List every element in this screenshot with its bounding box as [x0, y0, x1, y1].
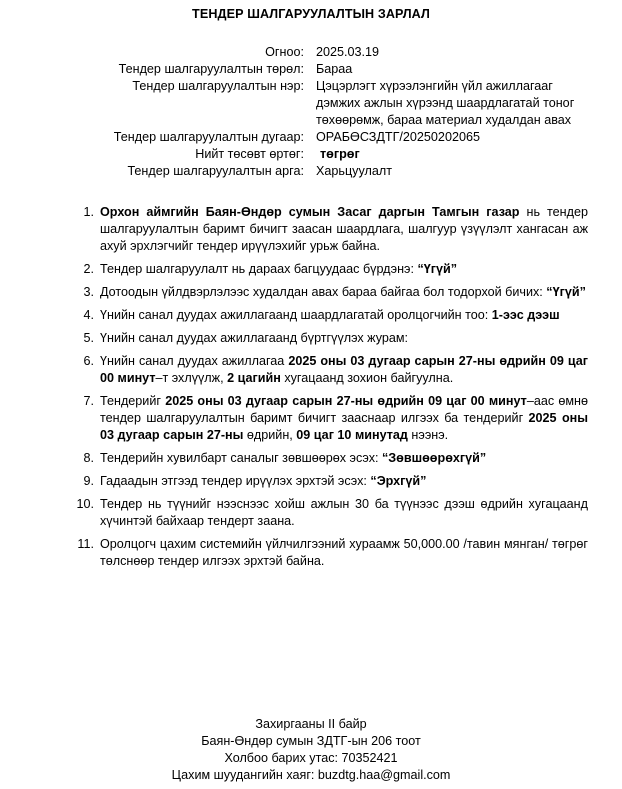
emphasis-text: “Үгүй” [546, 285, 586, 299]
list-item [60, 450, 588, 467]
list-item [60, 473, 588, 490]
body-text: –аас өмнө тендер шалгаруулалтын баримт бичигт зааснаар илгээх ба тендерийг [100, 394, 588, 425]
date-label: Огноо: [265, 45, 304, 59]
list-item-number: 11. [77, 537, 94, 551]
body-text: нээнэ. [407, 428, 449, 442]
info-row-number [60, 129, 580, 146]
number-value: ОРАБӨСЗДТГ/20250202065 [316, 130, 480, 144]
list-item [60, 307, 588, 324]
list-item-text [94, 284, 588, 301]
list-item-text [94, 353, 588, 387]
emphasis-text: 2025 оны 03 дугаар сарын 27-ны өдрийн 09 цаг 00 минут [100, 354, 588, 385]
list-item [60, 536, 588, 570]
body-text: Тендерийн хувилбарт саналыг зөвшөөрөх эсэх: [100, 451, 382, 465]
body-text: Үнийн санал дуудах ажиллагаа [100, 354, 289, 368]
info-row-name [60, 78, 580, 129]
list-item-number: 2. [83, 262, 94, 276]
list-item-number: 6. [83, 354, 94, 368]
footer-building: Захиргааны II байр [255, 717, 367, 731]
list-item-number: 3. [83, 285, 94, 299]
name-label: Тендер шалгаруулалтын нэр: [132, 79, 304, 93]
emphasis-text: “Эрхгүй” [370, 474, 427, 488]
list-item-number: 10. [76, 497, 94, 511]
body-text: хугацаанд зохион байгуулна. [280, 371, 454, 385]
list-item-number: 9. [83, 474, 94, 488]
list-item-number: 1. [83, 205, 94, 219]
body-text: Үнийн санал дуудах ажиллагаанд бүртгүүлэх журам: [100, 331, 409, 345]
name-value: Цэцэрлэгт хүрээлэнгийн үйл ажиллагааг дэмжих ажлын хүрээнд шаардлагатай тоног төхөөрөмж, бараа материал худалдан авах [316, 79, 575, 127]
info-row-date [60, 44, 580, 61]
list-item-text [94, 536, 588, 570]
list-item [60, 284, 588, 301]
footer-phone: Холбоо барих утас: 70352421 [224, 751, 398, 765]
date-value: 2025.03.19 [316, 45, 380, 59]
body-text: Тендер нь түүнийг нээснээс хойш ажлын 30 ба түүнээс дээш өдрийн хугацаанд хүчинтэй байхаар тендерт заана. [100, 497, 588, 528]
list-item-text [94, 204, 588, 255]
tender-conditions-list [60, 204, 588, 576]
type-label: Тендер шалгаруулалтын төрөл: [118, 62, 304, 76]
footer-email: Цахим шуудангийн хаяг: buzdtg.haa@gmail.com [171, 768, 451, 782]
body-text: Оролцогч цахим системийн үйлчилгээний хураамж 50,000.00 /тавин мянган/ төгрөг төлснөөр тендер илгээх эрхтэй байна. [100, 537, 588, 568]
list-item-text [94, 330, 588, 347]
body-text: Тендерийг [100, 394, 166, 408]
body-text: өдрийн, [243, 428, 297, 442]
body-text: Дотоодын үйлдвэрлэлээс худалдан авах бараа байгаа бол тодорхой бичих: [100, 285, 547, 299]
emphasis-text: “Зөвшөөрөхгүй” [382, 451, 487, 465]
list-item-text [94, 450, 588, 467]
list-item-text [94, 261, 588, 278]
list-item-text [94, 307, 588, 324]
method-label: Тендер шалгаруулалтын арга: [127, 164, 304, 178]
budget-label: Нийт төсөвт өртөг: [195, 147, 304, 161]
contact-footer [0, 716, 622, 784]
body-text: –т эхлүүлж, [155, 371, 228, 385]
info-row-type [60, 61, 580, 78]
body-text: нь тендер шалгаруулалтын баримт бичигт заасан шаардлага, шалгуур үзүүлэлт хангасан аж ахуй эрхлэгчийг тендер ирүүлэхийг урьж байна. [100, 205, 588, 253]
emphasis-text: 2025 оны 03 дугаар сарын 27-ны өдрийн 09 цаг 00 минут [165, 394, 527, 408]
list-item [60, 353, 588, 387]
number-label: Тендер шалгаруулалтын дугаар: [113, 130, 304, 144]
list-item-number: 7. [83, 394, 94, 408]
method-value: Харьцуулалт [316, 164, 392, 178]
list-item-number: 8. [83, 451, 94, 465]
body-text: Тендер шалгаруулалт нь дараах багцуудаас бүрдэнэ: [100, 262, 418, 276]
emphasis-text: 2 цагийн [227, 371, 281, 385]
type-value: Бараа [316, 62, 353, 76]
tender-info-table [60, 44, 580, 180]
list-item-text [94, 473, 588, 490]
list-item [60, 330, 588, 347]
list-item-number: 5. [83, 331, 94, 345]
page-title: ТЕНДЕР ШАЛГАРУУЛАЛТЫН ЗАРЛАЛ [192, 7, 430, 21]
emphasis-text: 09 цаг 10 минутад [296, 428, 408, 442]
list-item-text [94, 496, 588, 530]
list-item [60, 393, 588, 444]
emphasis-text: 2025 оны 03 дугаар сарын 27-ны [100, 411, 588, 442]
body-text: Гадаадын этгээд тендер ирүүлэх эрхтэй эсэх: [100, 474, 371, 488]
emphasis-text: Орхон аймгийн Баян-Өндөр сумын Засаг даргын Тамгын газар [100, 205, 520, 219]
emphasis-text: 1-ээс дээш [491, 308, 560, 322]
body-text: Үнийн санал дуудах ажиллагаанд шаардлагатай оролцогчийн тоо: [100, 308, 492, 322]
info-row-budget [60, 146, 580, 163]
info-row-method [60, 163, 580, 180]
emphasis-text: “Үгүй” [417, 262, 458, 276]
budget-value: төгрөг [320, 147, 360, 161]
list-item-text [94, 393, 588, 444]
footer-room: Баян-Өндөр сумын ЗДТГ-ын 206 тоот [201, 734, 421, 748]
list-item [60, 204, 588, 255]
list-item [60, 261, 588, 278]
list-item-number: 4. [83, 308, 94, 322]
list-item [60, 496, 588, 530]
